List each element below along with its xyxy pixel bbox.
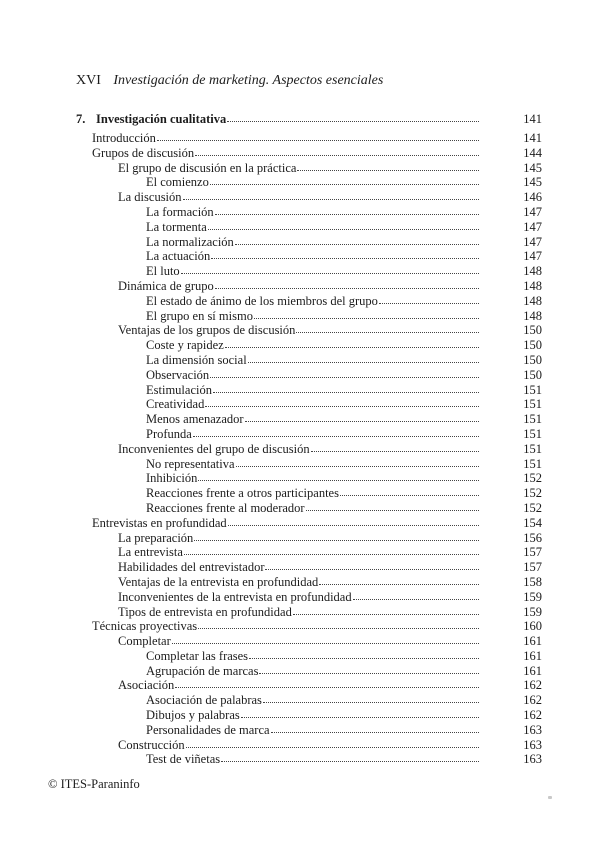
toc-entry-label: Inconvenientes del grupo de discusión — [118, 441, 310, 456]
toc-entry-label: La preparación — [118, 530, 194, 545]
toc-entry-page: 147 — [523, 204, 542, 219]
toc-entry-row[interactable] — [0, 457, 600, 472]
dot-leader — [215, 204, 479, 215]
toc-entry-label: Observación — [146, 367, 210, 382]
dot-leader — [245, 411, 479, 422]
toc-entry-page: 157 — [523, 560, 542, 575]
toc-entry-label: Reacciones frente al moderador — [146, 500, 305, 515]
dot-leader — [193, 426, 479, 437]
toc-entry-page: 150 — [523, 338, 542, 353]
toc-entry-label: La actuación — [146, 249, 211, 264]
toc-entry-row[interactable] — [0, 575, 600, 590]
toc-entry-row[interactable] — [0, 235, 600, 250]
toc-entry-row[interactable] — [0, 516, 600, 531]
dot-leader — [248, 352, 479, 363]
toc-entry-page: 147 — [523, 234, 542, 249]
dot-leader — [211, 248, 479, 259]
toc-entry-label: Grupos de discusión — [92, 145, 195, 160]
toc-entry-page: 162 — [523, 708, 542, 723]
toc-entry-label: La tormenta — [146, 219, 207, 234]
toc-entry-label: Reacciones frente a otros participantes — [146, 486, 339, 501]
toc-entry-label: Construcción — [118, 737, 185, 752]
toc-entry-row[interactable] — [0, 161, 600, 176]
toc-entry-row[interactable] — [0, 634, 600, 649]
toc-entry-row[interactable] — [0, 264, 600, 279]
toc-entry-label: Creatividad — [146, 397, 205, 412]
toc-entry-row[interactable] — [0, 678, 600, 693]
dot-leader — [172, 633, 479, 644]
dot-leader — [249, 648, 479, 659]
copyright-footer: © ITES-Paraninfo — [48, 777, 140, 791]
dot-leader — [227, 111, 479, 122]
toc-entry-label: Estimulación — [146, 382, 212, 397]
toc-chapter-title: 7. Investigación cualitativa — [76, 112, 227, 126]
toc-entry-page: 148 — [523, 293, 542, 308]
toc-entry-label: La normalización — [146, 234, 234, 249]
toc-entry-label: Dibujos y palabras — [146, 708, 240, 723]
dot-leader — [235, 234, 479, 245]
dot-leader — [183, 189, 479, 200]
toc-entry-page: 160 — [523, 619, 542, 634]
toc-entry-row[interactable] — [0, 146, 600, 161]
toc-entry-page: 162 — [523, 678, 542, 693]
dot-leader — [205, 396, 479, 407]
toc-entry-label: Completar — [118, 634, 171, 649]
toc-entry-page: 151 — [523, 412, 542, 427]
toc-entry-label: Asociación — [118, 678, 175, 693]
toc-entry-label: Menos amenazador — [146, 412, 244, 427]
toc-entry-label: Introducción — [92, 131, 156, 145]
toc-entry-page: 152 — [523, 471, 542, 486]
toc-entry-row[interactable] — [0, 368, 600, 383]
dot-leader — [306, 500, 479, 511]
dot-leader — [265, 559, 479, 570]
dot-leader — [340, 485, 479, 496]
dot-leader — [215, 278, 479, 289]
toc-entry-row[interactable] — [0, 442, 600, 457]
toc-entry-page: 150 — [523, 323, 542, 338]
toc-entry-page: 148 — [523, 308, 542, 323]
toc-entry-label: El grupo de discusión en la práctica — [118, 160, 297, 175]
toc-entry-row[interactable] — [0, 249, 600, 264]
toc-entry-page: 150 — [523, 367, 542, 382]
toc-entry-label: El estado de ánimo de los miembros del grupo — [146, 293, 378, 308]
toc-entry-page: 156 — [523, 530, 542, 545]
dot-leader — [198, 470, 479, 481]
toc-entry-label: Dinámica de grupo — [118, 278, 214, 293]
toc-entry-list — [0, 131, 600, 767]
dot-leader — [271, 722, 479, 733]
toc-entry-page: 161 — [523, 648, 542, 663]
toc-entry-row[interactable] — [0, 693, 600, 708]
toc-entry-page: 152 — [523, 500, 542, 515]
toc-entry-label: Tipos de entrevista en profundidad — [118, 604, 292, 619]
toc-entry-label: Coste y rapidez — [146, 338, 224, 353]
toc-entry-page: 151 — [523, 382, 542, 397]
toc-entry-page: 163 — [523, 737, 542, 752]
toc-entry-label: El luto — [146, 264, 180, 279]
toc-entry-page: 151 — [523, 441, 542, 456]
dot-leader — [293, 604, 479, 615]
dot-leader — [213, 382, 479, 393]
dot-leader — [297, 160, 479, 171]
toc-entry-row[interactable] — [0, 323, 600, 338]
dot-leader — [210, 367, 479, 378]
dot-leader — [210, 174, 479, 185]
toc-entry-label: Agrupación de marcas — [146, 663, 259, 678]
toc-entry-label: Completar las frases — [146, 648, 249, 663]
toc-entry-row[interactable] — [0, 738, 600, 753]
toc-entry-page: 159 — [523, 589, 542, 604]
toc-entry-row[interactable] — [0, 338, 600, 353]
dot-leader — [228, 515, 479, 526]
toc-entry-label: La entrevista — [118, 545, 183, 560]
toc-entry-row[interactable] — [0, 353, 600, 368]
dot-leader — [175, 677, 479, 688]
toc-entry-page: 147 — [523, 249, 542, 264]
toc-entry-page: 148 — [523, 264, 542, 279]
toc-entry-row[interactable] — [0, 412, 600, 427]
toc-entry-row[interactable] — [0, 723, 600, 738]
toc-entry-label: La discusión — [118, 190, 182, 205]
toc-chapter-page: 141 — [523, 112, 542, 126]
toc-entry-row[interactable] — [0, 205, 600, 220]
toc-entry-page: 147 — [523, 219, 542, 234]
toc-entry-label: La dimensión social — [146, 352, 247, 367]
dot-leader — [194, 530, 479, 541]
toc-entry-row[interactable] — [0, 294, 600, 309]
toc-entry-label: Técnicas proyectivas — [92, 619, 198, 634]
toc-entry-page: 151 — [523, 456, 542, 471]
toc-entry-label: Inconvenientes de la entrevista en profundidad — [118, 589, 352, 604]
dot-leader — [184, 544, 479, 555]
toc-entry-row[interactable] — [0, 279, 600, 294]
toc-entry-row[interactable] — [0, 383, 600, 398]
toc-entry-page: 145 — [523, 175, 542, 190]
toc-entry-page: 161 — [523, 634, 542, 649]
toc-entry-row[interactable] — [0, 649, 600, 664]
toc-entry-row[interactable] — [0, 175, 600, 190]
toc-entry-page: 145 — [523, 160, 542, 175]
toc-entry-row[interactable] — [0, 309, 600, 324]
toc-entry-page: 163 — [523, 752, 542, 767]
toc-entry-row[interactable] — [0, 220, 600, 235]
toc-entry-row[interactable] — [0, 752, 600, 767]
toc-entry-page: 151 — [523, 397, 542, 412]
toc-entry-page: 151 — [523, 426, 542, 441]
toc-entry-page: 150 — [523, 352, 542, 367]
toc-entry-label: Inhibición — [146, 471, 198, 486]
toc-entry-row[interactable] — [0, 131, 600, 146]
dot-leader — [379, 293, 479, 304]
toc-entry-label: Ventajas de la entrevista en profundidad — [118, 574, 319, 589]
toc-entry-page: 146 — [523, 190, 542, 205]
toc-entry-row[interactable] — [0, 560, 600, 575]
header-book-title: Investigación de marketing. Aspectos esenciales — [113, 73, 384, 88]
toc-entry-row[interactable] — [0, 545, 600, 560]
toc-entry-label: Entrevistas en profundidad — [92, 515, 227, 530]
toc-entry-page: 144 — [523, 145, 542, 160]
dot-leader — [254, 308, 479, 319]
toc-entry-row[interactable] — [0, 664, 600, 679]
toc-entry-page: 161 — [523, 663, 542, 678]
toc-entry-page: 154 — [523, 515, 542, 530]
toc-entry-page: 141 — [523, 131, 542, 145]
toc-entry-row[interactable] — [0, 501, 600, 516]
toc-entry-row[interactable] — [0, 619, 600, 634]
dot-leader — [195, 145, 479, 156]
toc-entry-label: El grupo en sí mismo — [146, 308, 253, 323]
toc-entry-label: Habilidades del entrevistador — [118, 560, 265, 575]
toc-entry-label: Ventajas de los grupos de discusión — [118, 323, 296, 338]
table-of-contents — [0, 111, 600, 767]
toc-entry-label: Test de viñetas — [146, 752, 221, 767]
dot-leader — [296, 322, 479, 333]
dot-leader — [311, 441, 479, 452]
dot-leader — [181, 263, 479, 274]
toc-entry-label: Personalidades de marca — [146, 722, 270, 737]
dot-leader — [157, 130, 479, 141]
toc-chapter-row[interactable] — [0, 111, 600, 131]
toc-entry-row[interactable] — [0, 471, 600, 486]
toc-entry-row[interactable] — [0, 397, 600, 412]
toc-entry-row[interactable] — [0, 708, 600, 723]
dot-leader — [241, 707, 479, 718]
toc-entry-row[interactable] — [0, 590, 600, 605]
dot-leader — [208, 219, 479, 230]
toc-entry-row[interactable] — [0, 486, 600, 501]
dot-leader — [319, 574, 479, 585]
dot-leader — [221, 751, 479, 762]
dot-leader — [236, 456, 479, 467]
toc-entry-label: Profunda — [146, 426, 192, 441]
toc-entry-page: 158 — [523, 574, 542, 589]
dot-leader — [225, 337, 479, 348]
toc-entry-page: 148 — [523, 278, 542, 293]
toc-entry-page: 152 — [523, 486, 542, 501]
dot-leader — [186, 737, 479, 748]
running-header — [76, 73, 383, 89]
dot-leader — [353, 589, 479, 600]
toc-entry-row[interactable] — [0, 190, 600, 205]
scan-mark — [548, 796, 552, 799]
toc-entry-label: La formación — [146, 204, 214, 219]
toc-entry-page: 163 — [523, 722, 542, 737]
toc-entry-page: 157 — [523, 545, 542, 560]
toc-entry-page: 162 — [523, 693, 542, 708]
dot-leader — [198, 618, 479, 629]
toc-entry-label: El comienzo — [146, 175, 209, 190]
toc-entry-row[interactable] — [0, 605, 600, 620]
header-page-numeral: XVI — [76, 73, 101, 88]
toc-entry-page: 159 — [523, 604, 542, 619]
dot-leader — [259, 663, 479, 674]
dot-leader — [263, 692, 479, 703]
toc-entry-label: No representativa — [146, 456, 235, 471]
toc-chapter-number: 7. — [76, 112, 86, 126]
toc-entry-label: Asociación de palabras — [146, 693, 262, 708]
toc-entry-row[interactable] — [0, 427, 600, 442]
toc-entry-row[interactable] — [0, 531, 600, 546]
